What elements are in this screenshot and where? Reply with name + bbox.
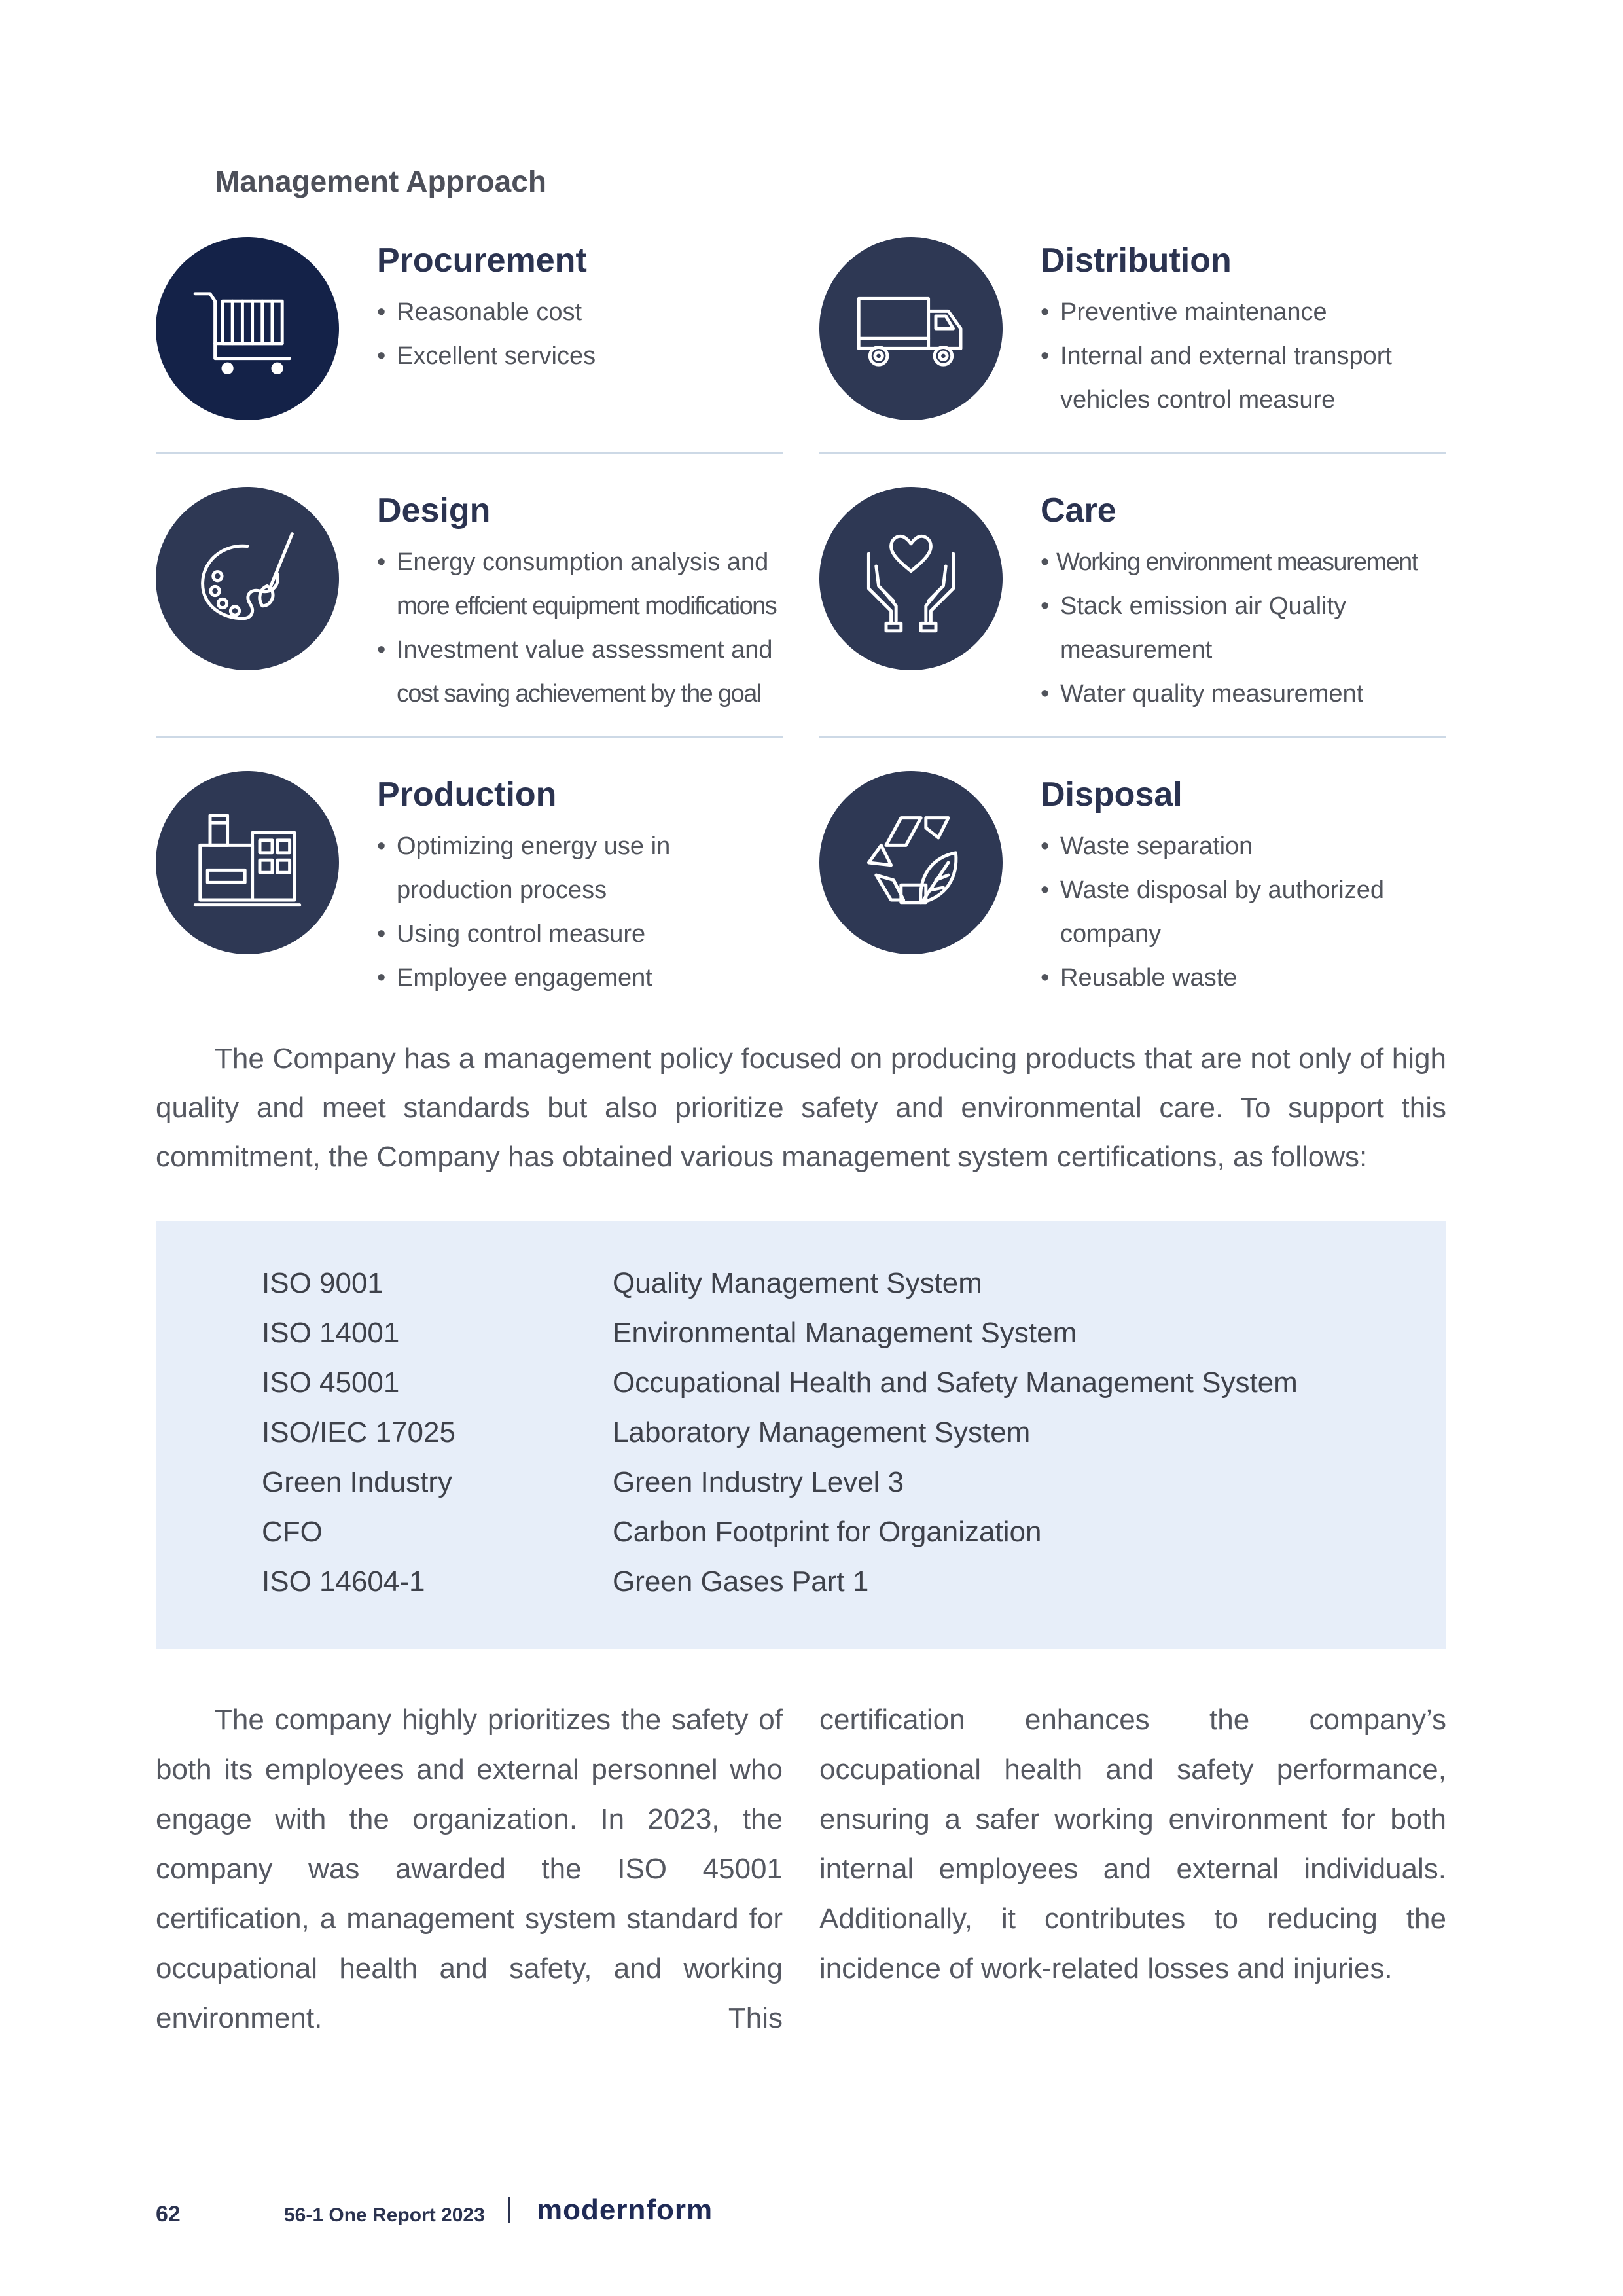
- bullet-list: [377, 291, 596, 378]
- report-name: 56-1 One Report 2023: [284, 2204, 485, 2226]
- body-text-right: certification enhances the company’s occupational health and safety performance, ensuring a safer working environment for both internal employees and external individuals. Additionally, it contributes to reducing the incidence of work-related losses and injuries.: [819, 1704, 1446, 1984]
- bullet-item: • Energy consumption analysis and: [377, 541, 776, 584]
- certification-description: Laboratory Management System: [613, 1416, 1031, 1448]
- certification-code: ISO 14001: [262, 1317, 400, 1349]
- disposal-icon-circle: [819, 771, 1003, 954]
- design-icon-circle: [156, 487, 339, 670]
- distribution-icon-circle: [819, 237, 1003, 420]
- bullet-list: [377, 541, 776, 716]
- bullet-item: • Optimizing energy use in: [377, 825, 670, 869]
- bullet-list: [1041, 291, 1392, 422]
- divider: [156, 452, 783, 454]
- bullet-item: measurement: [1060, 636, 1213, 664]
- body-text-left: The company highly prioritizes the safety of both its employees and external personnel who engage with the organization. In 2023, the company was awarded the ISO 45001 certification, a management system standard for occupational health and safety, and working environment. This: [156, 1704, 783, 2034]
- bullet-item: • Excellent services: [377, 334, 596, 378]
- bullet-list: [1041, 825, 1384, 1000]
- card-production: [156, 771, 783, 1007]
- certification-code: ISO 9001: [262, 1267, 383, 1299]
- card-disposal: [819, 771, 1446, 1007]
- card-design: [156, 487, 783, 723]
- factory-icon: [185, 800, 310, 925]
- card-title: Procurement: [377, 242, 587, 279]
- brand-logo: modernform: [537, 2194, 713, 2226]
- care-icon-circle: [819, 487, 1003, 670]
- bullet-item: cost saving achievement by the goal: [397, 680, 761, 708]
- certification-description: Green Industry Level 3: [613, 1466, 904, 1498]
- bullet-item: vehicles control measure: [1060, 386, 1336, 414]
- procurement-icon-circle: [156, 237, 339, 420]
- bullet-item: • Internal and external transport: [1041, 334, 1392, 378]
- card-distribution: [819, 237, 1446, 433]
- card-title: Disposal: [1041, 776, 1183, 814]
- card-title: Production: [377, 776, 557, 814]
- card-procurement: [156, 237, 783, 433]
- truck-icon: [849, 266, 973, 391]
- hands-heart-icon: [849, 516, 973, 641]
- footer-separator: [508, 2197, 510, 2223]
- production-icon-circle: [156, 771, 339, 954]
- bullet-item: • Waste disposal by authorized: [1041, 869, 1384, 912]
- palette-brush-icon: [185, 516, 310, 641]
- intro-paragraph: The Company has a management policy focused on producing products that are not only of high quality and meet standards but also prioritize safety and environmental care. To support this commitment, the Company has obtained various management system certifications, as follows:: [156, 1043, 1446, 1173]
- card-title: Design: [377, 492, 491, 529]
- certification-description: Green Gases Part 1: [613, 1566, 869, 1598]
- bullet-list: [1041, 541, 1418, 716]
- certification-code: CFO: [262, 1516, 323, 1548]
- bullet-item: more effcient equipment modifications: [397, 592, 777, 620]
- certification-code: ISO 45001: [262, 1367, 400, 1399]
- card-care: [819, 487, 1446, 723]
- divider: [819, 736, 1446, 738]
- bullet-item: • Stack emission air Quality: [1041, 584, 1418, 628]
- shopping-cart-icon: [185, 266, 310, 391]
- bullet-item: • Preventive maintenance: [1041, 291, 1392, 334]
- bullet-item: • Employee engagement: [377, 956, 670, 1000]
- divider: [156, 736, 783, 738]
- bullet-item: • Using control measure: [377, 912, 670, 956]
- bullet-list: [377, 825, 670, 1000]
- certification-description: Carbon Footprint for Organization: [613, 1516, 1042, 1548]
- bullet-item: • Reasonable cost: [377, 291, 596, 334]
- card-title: Care: [1041, 492, 1116, 529]
- certification-description: Environmental Management System: [613, 1317, 1077, 1349]
- recycle-leaf-icon: [849, 800, 973, 925]
- section-title: Management Approach: [215, 164, 546, 198]
- bullet-item: • Reusable waste: [1041, 956, 1384, 1000]
- bullet-item: • Water quality measurement: [1041, 672, 1418, 716]
- bullet-item: • Investment value assessment and: [377, 628, 776, 672]
- divider: [819, 452, 1446, 454]
- certifications-box: [156, 1221, 1446, 1649]
- bullet-item: • Working environment measurement: [1041, 541, 1418, 584]
- bullet-item: • Waste separation: [1041, 825, 1384, 869]
- page-number: 62: [156, 2202, 181, 2227]
- bullet-item: production process: [397, 876, 607, 904]
- bullet-item: company: [1060, 920, 1162, 948]
- certification-code: ISO/IEC 17025: [262, 1416, 455, 1448]
- certification-code: Green Industry: [262, 1466, 453, 1498]
- certification-description: Quality Management System: [613, 1267, 982, 1299]
- certification-code: ISO 14604-1: [262, 1566, 425, 1598]
- card-title: Distribution: [1041, 242, 1232, 279]
- certification-description: Occupational Health and Safety Management System: [613, 1367, 1298, 1399]
